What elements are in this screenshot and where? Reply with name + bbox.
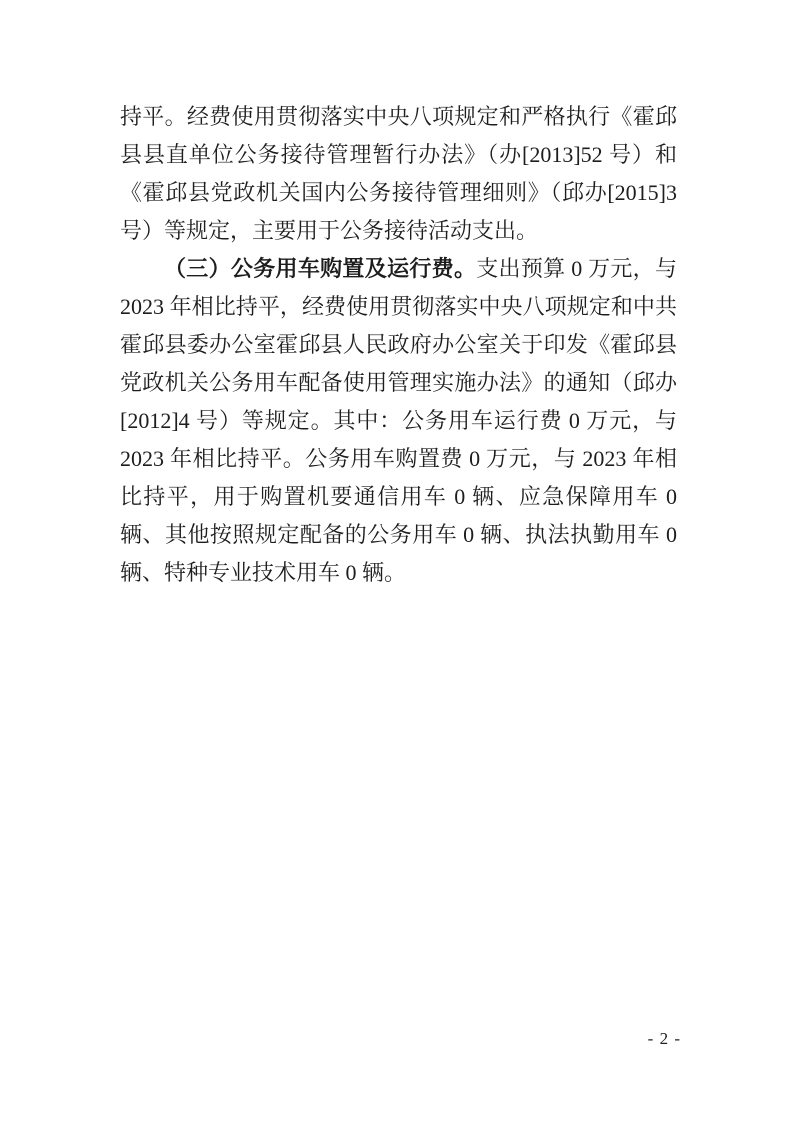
paragraph-vehicle-funds [120, 250, 677, 592]
document-body [120, 98, 677, 592]
paragraph-lead-bold: （三）公务用车购置及运行费。 [164, 256, 477, 281]
paragraph-reception-funds [120, 98, 677, 250]
page-number: - 2 - [647, 1029, 681, 1048]
paragraph-text: 支出预算 0 万元，与 2023 年相比持平，经费使用贯彻落实中央八项规定和中共霍邱县委办公室霍邱县人民政府办公室关于印发《霍邱县党政机关公务用车配备使用管理实施办法》的通知（邱办[2012]4 号）等规定。其中：公务用车运行费 0 万元，与 2023 年相比持平。公务用车购置费 0 万元，与 2023 年相比持平，用于购置机要通信用车 0 辆、应急保障用车 0 辆、其他按照规定配备的公务用车 0 辆、执法执勤用车 0 辆、特种专业技术用车 0 辆。 [120, 256, 677, 585]
paragraph-text: 持平。经费使用贯彻落实中央八项规定和严格执行《霍邱县县直单位公务接待管理暂行办法》（办[2013]52 号）和《霍邱县党政机关国内公务接待管理细则》（邱办[2015]3 号）等规定，主要用于公务接待活动支出。 [120, 104, 677, 243]
